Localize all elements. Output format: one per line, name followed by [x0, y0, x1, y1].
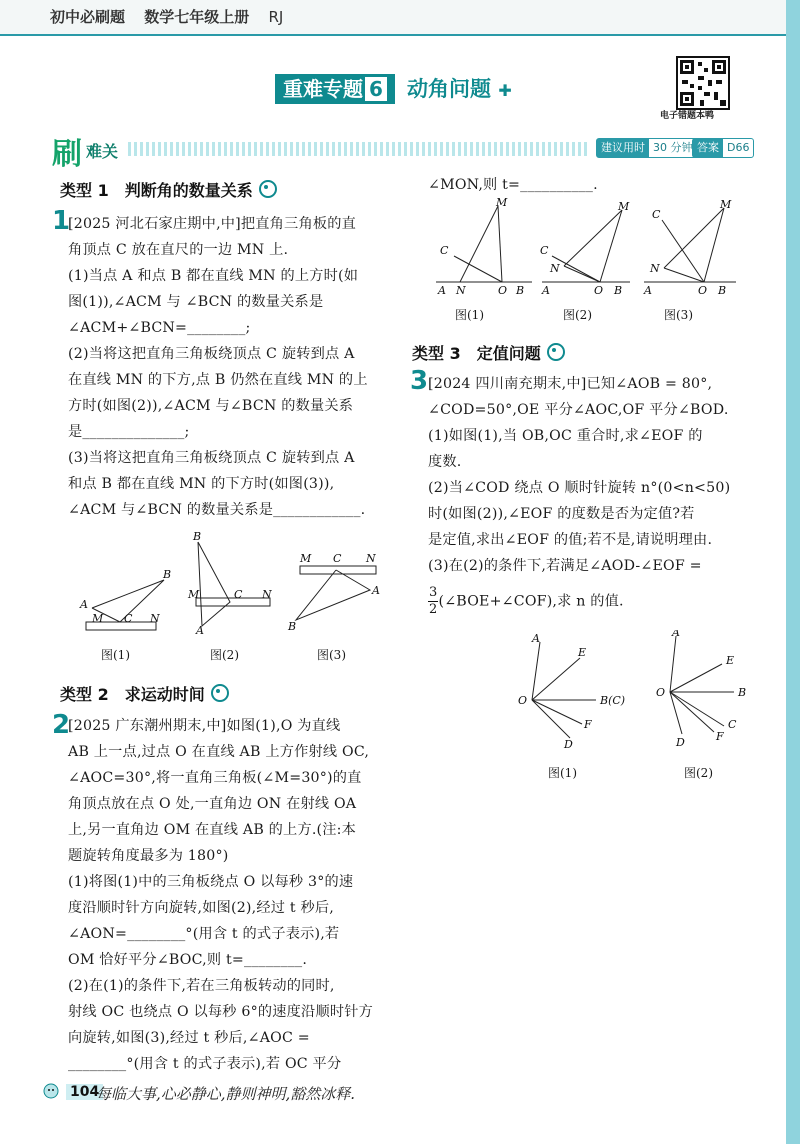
question-2-number: 2 — [52, 710, 71, 740]
q2-line: ∠AON=________°(用含 t 的式子表示),若 — [68, 926, 340, 942]
label-B: B — [163, 568, 172, 581]
type2-title — [60, 682, 229, 705]
fraction-denominator: 2 — [429, 602, 438, 617]
label-M: M — [720, 198, 732, 211]
answer-value: D66 — [727, 141, 750, 154]
caption: 图(2) — [210, 648, 239, 662]
caption: 图(3) — [664, 308, 693, 322]
q2-line: 向旋转,如图(3),经过 t 秒后,∠AOC = — [68, 1030, 310, 1046]
label-A: A — [372, 584, 380, 597]
label-B: B — [193, 530, 202, 543]
q2-figures — [432, 198, 752, 306]
q1-line: 是______________; — [68, 424, 190, 440]
caption: 图(2) — [563, 308, 592, 322]
label-A: A — [542, 284, 550, 297]
caption: 图(2) — [684, 766, 713, 780]
label-B: B — [614, 284, 623, 297]
title-rest — [407, 74, 512, 106]
question-3-number: 3 — [410, 366, 429, 396]
series-name: 初中必刷题 — [50, 8, 126, 26]
q1-line: (1)当点 A 和点 B 都在直线 MN 的上方时(如 — [68, 268, 359, 284]
q1-figures — [78, 530, 388, 644]
footer-motto: 每临大事,心必静心,静则神明,豁然冰释. — [96, 1085, 356, 1103]
q2-line: ________°(用含 t 的式子表示),若 OC 平分 — [68, 1056, 342, 1072]
label-A: A — [196, 624, 204, 637]
label-M: M — [188, 588, 200, 601]
q2-figures-svg — [432, 198, 752, 302]
answer-key: 答案 — [693, 139, 723, 157]
q3-line: (3)在(2)的条件下,若满足∠AOD-∠EOF = — [428, 558, 702, 574]
q2-line: (1)将图(1)中的三角板绕点 O 以每秒 3°的速 — [68, 874, 354, 890]
fraction-numerator: 3 — [429, 585, 438, 600]
q2-line: 度沿顺时针方向旋转,如图(2),经过 t 秒后, — [68, 900, 334, 916]
target-icon — [259, 180, 277, 198]
qr-pattern — [678, 58, 728, 108]
type3-title — [412, 341, 565, 364]
subject-name: 数学七年级上册 — [144, 8, 250, 26]
q1-figures-svg — [78, 530, 388, 640]
label-C: C — [728, 718, 737, 731]
caption: 图(1) — [548, 766, 577, 780]
title-rest-text: 动角问题 — [407, 77, 491, 101]
question-1-text — [68, 211, 368, 523]
side-color-strip — [786, 0, 800, 1144]
time-value: 30 分钟 — [653, 141, 693, 154]
label-N: N — [150, 612, 160, 625]
label-N: N — [650, 262, 660, 275]
triangle — [296, 570, 370, 620]
label-A: A — [80, 598, 88, 611]
label-O: O — [518, 694, 528, 707]
level-label: 难关 — [86, 142, 119, 161]
label-M: M — [496, 198, 508, 209]
label-C: C — [440, 244, 449, 257]
q3-figures-svg — [512, 630, 762, 750]
label-B: B — [288, 620, 297, 633]
q1-line: ∠ACM 与∠BCN 的数量关系是____________. — [68, 502, 366, 518]
type1-title — [60, 178, 277, 201]
q2-line: 题旋转角度最多为 180°) — [68, 848, 229, 864]
label-B: B — [516, 284, 525, 297]
puzzle-icon: ✚ — [498, 81, 512, 100]
label-E: E — [578, 646, 587, 659]
q2-line: AB 上一点,过点 O 在直线 AB 上方作射线 OC, — [68, 744, 370, 760]
q3-line: (∠BOE+∠COF),求 n 的值. — [438, 593, 624, 610]
triangle — [198, 542, 230, 626]
q1-line: (2)当将这把直角三角板绕顶点 C 旋转到点 A — [68, 346, 355, 362]
page-number: 104 — [66, 1084, 103, 1100]
title-number: 6 — [365, 77, 387, 101]
type1-title-text: 类型 1 判断角的数量关系 — [60, 181, 253, 200]
q3-line: 时(如图(2)),∠EOF 的度数是否为定值?若 — [428, 506, 695, 522]
q2-line: [2025 广东潮州期末,中]如图(1),O 为直线 — [68, 718, 341, 734]
title-prefix: 重难专题 — [283, 77, 363, 101]
suggested-time — [596, 138, 698, 158]
label-C: C — [652, 208, 661, 221]
label-A: A — [644, 284, 652, 297]
label-M: M — [92, 612, 104, 625]
q3-line: (2)当∠COD 绕点 O 顺时针旋转 n°(0<n<50) — [428, 480, 731, 496]
page-title — [275, 74, 395, 104]
q2-line: OM 恰好平分∠BOC,则 t=________. — [68, 952, 308, 968]
q2-line: ∠AOC=30°,将一直角三角板(∠M=30°)的直 — [68, 770, 362, 786]
q1-line: [2025 河北石家庄期中,中]把直角三角板的直 — [68, 216, 356, 232]
question-2-continuation — [428, 172, 598, 198]
label-F: F — [716, 730, 724, 743]
ruler — [196, 598, 270, 606]
caption: 图(3) — [317, 648, 346, 662]
q1-line: 图(1)),∠ACM 与 ∠BCN 的数量关系是 — [68, 294, 324, 310]
q1-line: 角顶点 C 放在直尺的一边 MN 上. — [68, 242, 289, 258]
label-N: N — [456, 284, 466, 297]
type3-title-text: 类型 3 定值问题 — [412, 344, 541, 363]
q3-line: [2024 四川南充期末,中]已知∠AOB = 80°, — [428, 376, 713, 392]
question-2-text — [68, 713, 373, 1077]
q2-line: 角顶点放在点 O 处,一直角边 ON 在射线 OA — [68, 796, 357, 812]
q1-line: 在直线 MN 的下方,点 B 仍然在直线 MN 的上 — [68, 372, 368, 388]
q3-line: ∠COD=50°,OE 平分∠AOC,OF 平分∠BOD. — [428, 402, 729, 418]
q3-figures — [512, 630, 762, 754]
q2-cont-line: ∠MON,则 t=__________. — [428, 177, 598, 193]
label-D: D — [564, 738, 573, 750]
label-O: O — [498, 284, 508, 297]
q3-line: 是定值,求出∠EOF 的值;若不是,请说明理由. — [428, 532, 713, 548]
q2-line: (2)在(1)的条件下,若在三角板转动的同时, — [68, 978, 335, 994]
label-N: N — [366, 552, 376, 565]
label-M: M — [300, 552, 312, 565]
q3-line: 度数. — [428, 454, 462, 470]
label-C: C — [234, 588, 243, 601]
label-B: B — [718, 284, 727, 297]
q1-line: 方时(如图(2)),∠ACM 与∠BCN 的数量关系 — [68, 398, 354, 414]
label-N: N — [550, 262, 560, 275]
label-BC: B(C) — [600, 694, 626, 707]
label-A: A — [672, 630, 680, 639]
mascot-icon — [40, 1080, 62, 1100]
q3-line-fraction — [428, 585, 730, 618]
label-B: B — [738, 686, 747, 699]
header-bar — [0, 0, 786, 36]
label-O: O — [594, 284, 604, 297]
q1-line: ∠ACM+∠BCN=________; — [68, 320, 251, 336]
question-1-number: 1 — [52, 206, 71, 236]
q3-line: (1)如图(1),当 OB,OC 重合时,求∠EOF 的 — [428, 428, 703, 444]
label-A: A — [532, 632, 540, 645]
type2-title-text: 类型 2 求运动时间 — [60, 685, 205, 704]
label-N: N — [262, 588, 272, 601]
q1-line: (3)当将这把直角三角板绕顶点 C 旋转到点 A — [68, 450, 355, 466]
edition: RJ — [268, 8, 284, 26]
target-icon — [211, 684, 229, 702]
caption: 图(1) — [455, 308, 484, 322]
label-E: E — [726, 654, 735, 667]
fraction — [428, 585, 438, 618]
label-M: M — [618, 200, 630, 213]
label-O: O — [656, 686, 666, 699]
q1-line: 和点 B 都在直线 MN 的下方时(如图(3)), — [68, 476, 335, 492]
label-A: A — [438, 284, 446, 297]
qr-code[interactable] — [676, 56, 730, 110]
qr-label: 电子错题本鸭 — [660, 111, 715, 121]
label-C: C — [124, 612, 133, 625]
time-key: 建议用时 — [597, 139, 649, 157]
brush-logo: 刷 — [52, 137, 82, 172]
q2-line: 上,另一直角边 OM 在直线 AB 的上方.(注:本 — [68, 822, 357, 838]
label-C: C — [540, 244, 549, 257]
label-F: F — [584, 718, 592, 731]
q2-line: 射线 OC 也绕点 O 以每秒 6°的速度沿顺时针方 — [68, 1004, 373, 1020]
label-O: O — [698, 284, 708, 297]
label-C: C — [333, 552, 342, 565]
section-band — [128, 142, 588, 156]
question-3-text — [428, 371, 730, 618]
header-text — [50, 6, 297, 27]
caption: 图(1) — [101, 648, 130, 662]
label-D: D — [676, 736, 685, 749]
answer-ref[interactable] — [692, 138, 754, 158]
target-icon — [547, 343, 565, 361]
ruler — [300, 566, 376, 574]
